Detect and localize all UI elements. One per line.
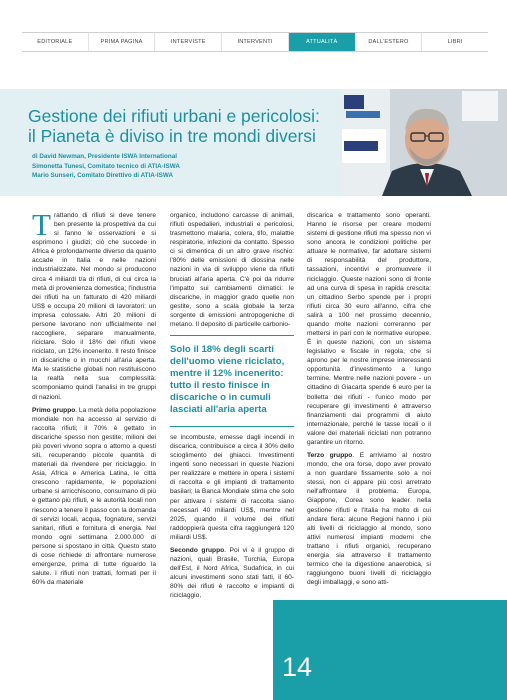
paragraph: organico, includono carcasse di animali, rifiuti ospedalieri, industriali e pericolosi, trasmettono malaria, colera, tifo, malattie respiratorie, infezioni da contatto. Spesso ci si dimentica di un altro grave rischio: l'80% delle emissioni di diossina nelle nazioni in via di sviluppo viene da rifiuti bruciati all'aria aperta. C'è poi da ridurre l'impatto sui cambiamenti climatici: le discariche, in maggior grado quelle non gestite, sono a scala globale la terza sorgente di emissioni antropogeniche di metano. Il deposito di particelle carbonio- — [170, 212, 294, 328]
portrait-image — [342, 89, 507, 196]
author-line: Simonetta Tunesi, Comitato tecnico di ATIA-ISWA — [32, 162, 180, 170]
paragraph: discarica e trattamento sono operanti. Hanno le risorse per creare moderni sistemi di gestione rifiuti ma spesso non vi sono ancora le condizioni politiche per attuare le normative, far adottare sistemi di responsabilità del produttore, tassazioni, incentivi e promuovere il riciclaggio. Queste nazioni sono di fronte ad una curva di spesa in rapida crescita: un cittadino Serbo spende per i propri rifiuti circa 30 euro all'anno, cifra che salirà a 100 nel prossimo decennio, quando molte nazioni correranno per mettersi in pari con le normative europee. È in queste nazioni, con un sistema legislativo e fiscale in regola, che si aprono per le nostre imprese interessanti opportunità d'investimento a lungo termine. Mentre nelle nazioni povere - un cittadino di Giacarta spende 6 euro per la bolletta dei rifiuti - l'unico modo per recuperare gli investimenti è attraverso finanziamenti dai programmi di aiuto internazionale, perché le tasse locali o il valore dei materiali riciclati non potranno garantire un ritorno. — [307, 212, 431, 446]
section-lead: Terzo gruppo — [307, 452, 353, 460]
text-column-2 — [170, 211, 294, 604]
author-list — [32, 152, 332, 181]
tab-interviste[interactable]: INTERVISTE — [154, 33, 221, 51]
intro-text: rattando di rifiuti si deve tenere ben presente la prospettiva da cui si fanno le osservazioni e si esprimono i giudizi; ciò che succede in Africa è profondamente diverso da quanto accade in Italia e nelle nazioni industrializzate. Nel mondo si producono circa 4 miliardi t/a di rifiuti, di cui circa la metà di provenienza domestica; l'industria dei rifiuti ha un fatturato di 420 miliardi US$ e occupa 20 milioni di lavoratori: un impresa colossale. Altri 20 milioni di persone lavorano non ufficialmente nel raccogliere, separare manualmente, riciclare. Solo il 18% dei rifiuti viene riciclato, un 12% incenerito. Il resto finisce in discariche o in mucchi all'aria aperta. Ma le statistiche globali non restituiscono la realtà nella sua complessità: scomponiamo quindi l'analisi in tre gruppi di nazioni. — [32, 212, 156, 401]
tab-editoriale[interactable]: EDITORIALE — [37, 39, 73, 45]
text-column-3 — [307, 211, 431, 591]
article-title — [28, 106, 328, 146]
pullquote: Solo il 18% degli scarti dell'uomo viene riciclato, mentre il 12% incenerito: tutto il resto finisce in discariche o in cumuli lasciati all'aria aperta — [170, 344, 285, 416]
author-line: di David Newman, Presidente ISWA International — [32, 153, 177, 160]
paragraph: se incombuste, emesse dagli incendi in discarica, contribuisce a circa il 30% dello scioglimento dei ghiacci. Investimenti ingenti sono necessari in queste Nazioni per realizzare e mettere in opera i sistemi di raccolta e gli impianti di trattamento basilari; la Banca Mondiale stima che solo per attivare i sistemi di raccolta siano necessari 40 miliardi US$, mentre nel 2025, quando il volume dei rifiuti raddoppierà questa cifra raggiungerà 120 miliardi US$. — [170, 434, 294, 541]
tab-libri[interactable]: LIBRI — [421, 33, 488, 51]
drop-cap: T — [32, 207, 51, 242]
page-number: 14 — [282, 652, 313, 682]
tab-attualita[interactable]: ATTUALITÀ — [288, 33, 355, 51]
author-line: Mario Sunseri, Comitato Direttivo di ATIA-ISWA — [32, 172, 173, 180]
section-lead: Secondo gruppo — [170, 546, 225, 554]
paragraph-text: . E arriviamo al nostro mondo, che ora forse, dopo aver provato a non guardare fissamente solo a noi stessi, non ci appare più così arretrato nell'affrontare il problema. Europa, Giappone, Corea sono leader nella gestione rifiuti e l'Italia ha molto di cui andare fiera: alcune Regioni hanno i più alti livelli di riciclaggio al mondo, sono attivi numerosi impianti moderni che trattano i rifiuti organici, recuperano energia sia attraverso il trattamento termico che la digestione anaerobica, si raggiungono buoni livelli di riciclaggio degli imballaggi, e sono atti- — [307, 452, 431, 587]
pullquote-rule — [170, 426, 294, 427]
paragraph-text: . Poi vi è il gruppo di nazioni, quali Brasile, Turchia, Europa dell'Est, il Nord Africa, Sudafrica, in cui alcuni investimenti sono stati fatti, il 60-80% dei rifiuti è raccolto e impianti di riciclaggio, — [170, 546, 294, 600]
title-line-2: il Pianeta è diviso in tre mondi diversi — [28, 126, 316, 146]
paragraph — [170, 546, 294, 600]
tab-interventi[interactable]: INTERVENTI — [221, 33, 288, 51]
paragraph — [32, 406, 156, 588]
text-column-1 — [32, 207, 156, 591]
tab-prima-pagina[interactable]: PRIMA PAGINA — [88, 33, 155, 51]
title-line-1: Gestione dei rifiuti urbani e pericolosi: — [28, 106, 320, 126]
tab-dall-estero[interactable]: DALL'ESTERO — [355, 33, 422, 51]
author-photo — [342, 89, 507, 196]
paragraph — [32, 207, 156, 402]
section-nav — [22, 32, 488, 52]
section-lead: Primo gruppo — [32, 406, 76, 414]
pullquote-rule — [170, 335, 294, 336]
paragraph-text: . La metà della popolazione mondiale non ha accesso al servizio di raccolta rifiuti; il 70% è gettato in discariche spesso non gestite; milioni dei più poveri vivono sopra o attorno a questi siti, recuperando piccole quantità di materiali da rivendere per riciclaggio. In Asia, Africa e America Latina, le città crescono rapidamente, le popolazioni urbane si arricchiscono, consumano di più e gettano più rifiuti, e le autorità locali non riescono a tenere il passo con la domanda di servizi locali, acqua, fognature, servizi sanitari, rifiuti e fornitura di energia. Nel mondo ogni settimana 2.000.000 di persone si spostano in città. Questo stato di cose richiede di affrontare numerose emergenze, prima di tutte riguardo la salute. I rifiuti non trattati, formati per il 60% da materiale — [32, 406, 156, 587]
paragraph — [307, 451, 431, 587]
